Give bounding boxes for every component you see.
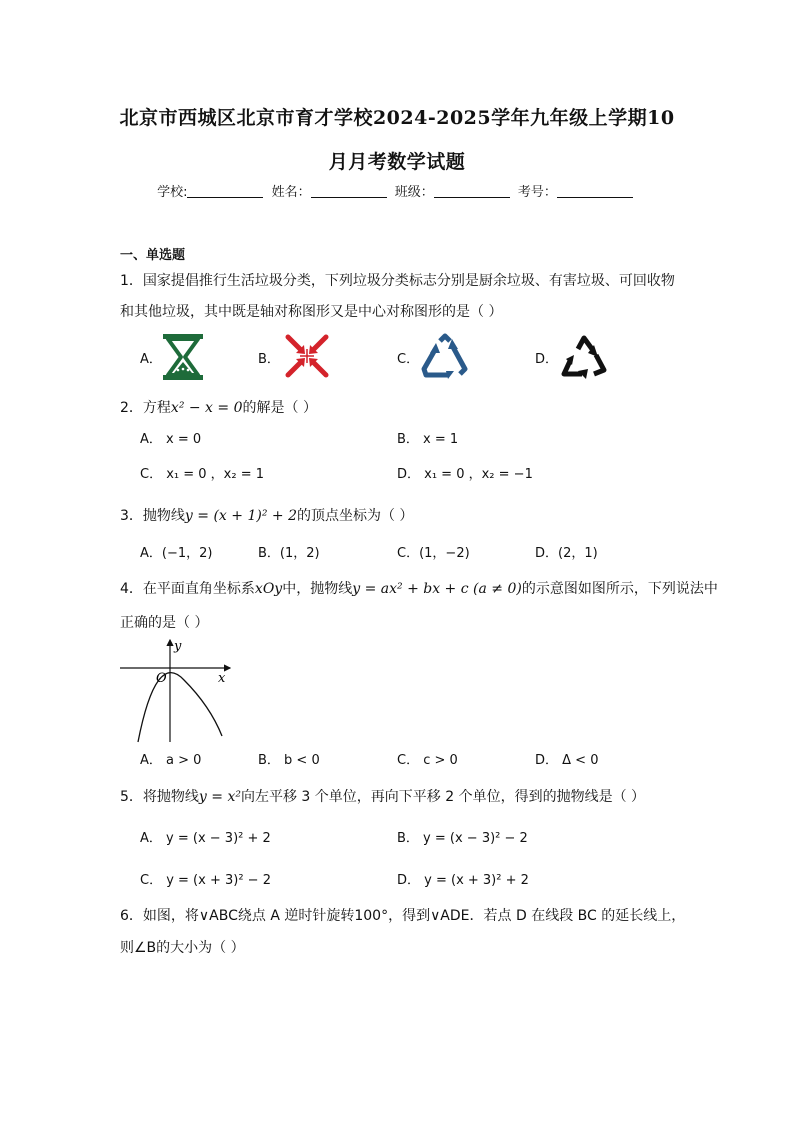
recycle-triangle-black-icon (560, 333, 608, 379)
school-label: 学校: (157, 185, 188, 200)
x-axis-label: x (218, 671, 226, 686)
q4-option-d[interactable]: D． Δ < 0 (535, 753, 599, 768)
question-2-stem (120, 397, 317, 417)
exam-title-line1: 北京市西城区北京市育才学校2024-2025学年九年级上学期10 (119, 107, 675, 129)
q1-option-d[interactable]: D． (535, 352, 559, 367)
y-axis-label: y (174, 639, 182, 654)
question-4-line1 (120, 578, 718, 598)
parabola-graph (120, 636, 236, 744)
hourglass-icon (160, 333, 206, 381)
number-label: 考号： (517, 185, 557, 200)
exam-title-line2: 月月考数学试题 (328, 151, 466, 173)
q4-stem-mid: 中，抛物线 (282, 581, 353, 597)
student-info-row (0, 181, 794, 200)
q5-option-a[interactable]: A． y = (x − 3)² + 2 (140, 831, 271, 846)
q3-option-c[interactable]: C．(1，−2) (397, 546, 470, 561)
q4-option-a[interactable]: A． a > 0 (140, 753, 202, 768)
q4-option-b[interactable]: B． b < 0 (258, 753, 320, 768)
school-blank[interactable] (187, 185, 263, 198)
q4-coord-system: xOy (254, 581, 283, 597)
question-1-line1: 1．国家提倡推行生活垃圾分类，下列垃圾分类标志分别是厨余垃圾、有害垃圾、可回收物 (120, 273, 675, 289)
question-3-stem (120, 505, 413, 525)
q5-stem-text: 5．将抛物线 (120, 789, 199, 805)
q1-option-b[interactable]: B． (258, 352, 280, 367)
question-4-line2: 正确的是（ ） (120, 615, 209, 631)
q2-option-b[interactable]: B． x = 1 (397, 432, 459, 447)
name-label: 姓名： (271, 185, 311, 200)
q3-option-b[interactable]: B．(1，2) (258, 546, 320, 561)
q3-stem-text: 3．抛物线 (120, 508, 185, 524)
section-heading: 一、单选题 (120, 248, 186, 263)
q2-stem-text: 2．方程 (120, 400, 171, 416)
parabola-curve (138, 673, 222, 742)
class-label: 班级： (394, 185, 434, 200)
q4-stem-text: 4．在平面直角坐标系 (120, 581, 255, 597)
q2-option-d[interactable]: D． x₁ = 0 ，x₂ = −1 (397, 467, 533, 482)
origin-label: O (156, 671, 167, 686)
q3-stem-end: 的顶点坐标为（ ） (296, 508, 414, 524)
q2-option-c[interactable]: C． x₁ = 0 ，x₂ = 1 (140, 467, 265, 482)
recycle-triangle-blue-icon (420, 333, 470, 379)
q2-option-a[interactable]: A． x = 0 (140, 432, 202, 447)
q5-option-d[interactable]: D． y = (x + 3)² + 2 (397, 873, 529, 888)
q1-option-c[interactable]: C． (397, 352, 420, 367)
q3-option-d[interactable]: D．(2，1) (535, 546, 598, 561)
q3-option-a[interactable]: A．(−1，2) (140, 546, 213, 561)
q5-stem-end: 向左平移 3 个单位，再向下平移 2 个单位，得到的抛物线是（ ） (240, 789, 646, 805)
number-blank[interactable] (557, 185, 633, 198)
q4-stem-end: 的示意图如图所示，下列说法中 (521, 581, 718, 597)
q5-option-c[interactable]: C． y = (x + 3)² − 2 (140, 873, 271, 888)
class-blank[interactable] (434, 185, 510, 198)
q2-stem-end: 的解是（ ） (242, 400, 317, 416)
q2-equation: x² − x = 0 (170, 400, 243, 416)
question-6-line2: 则∠B的大小为（ ） (120, 940, 245, 956)
cross-arrows-icon (284, 333, 330, 379)
q3-equation: y = (x + 1)² + 2 (184, 508, 297, 524)
question-6-line1: 6．如图，将∨ABC绕点 A 逆时针旋转100°，得到∨ADE．若点 D 在线段 BC 的延长线上， (120, 908, 686, 924)
question-5-stem (120, 786, 645, 806)
question-1-line2: 和其他垃圾，其中既是轴对称图形又是中心对称图形的是（ ） (120, 304, 503, 320)
q1-option-a[interactable]: A． (140, 352, 162, 367)
q5-equation: y = x² (198, 789, 241, 805)
q4-equation: y = ax² + bx + c (a ≠ 0) (352, 581, 522, 597)
q4-option-c[interactable]: C． c > 0 (397, 753, 458, 768)
q5-option-b[interactable]: B． y = (x − 3)² − 2 (397, 831, 528, 846)
name-blank[interactable] (311, 185, 387, 198)
